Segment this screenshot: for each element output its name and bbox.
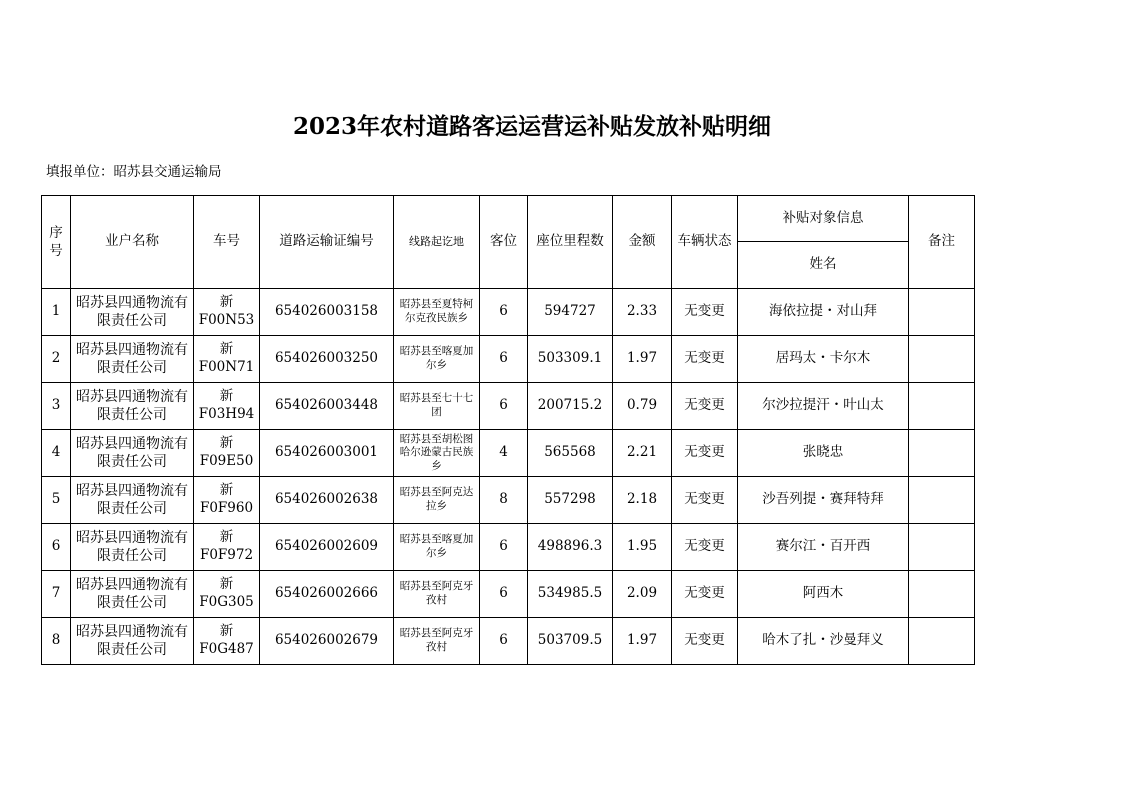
cell-amount: 1.97 <box>613 618 672 665</box>
cell-remark <box>909 289 975 336</box>
cell-plate: 新F09E50 <box>194 430 260 477</box>
header-remark: 备注 <box>909 196 975 289</box>
cell-remark <box>909 336 975 383</box>
cell-remark <box>909 477 975 524</box>
cell-name: 阿西木 <box>738 571 909 618</box>
reporting-unit: 填报单位：昭苏县交通运输局 <box>46 164 222 180</box>
cell-seats: 6 <box>480 383 528 430</box>
cell-route: 昭苏县至喀夏加尔乡 <box>394 524 480 571</box>
cell-no: 1 <box>42 289 71 336</box>
cell-name: 张晓忠 <box>738 430 909 477</box>
cell-permit: 654026002638 <box>260 477 394 524</box>
cell-no: 2 <box>42 336 71 383</box>
cell-owner: 昭苏县四通物流有限责任公司 <box>71 430 194 477</box>
header-amount: 金额 <box>613 196 672 289</box>
cell-name: 哈木了扎・沙曼拜义 <box>738 618 909 665</box>
cell-route: 昭苏县至阿克牙孜村 <box>394 571 480 618</box>
header-status: 车辆状态 <box>672 196 738 289</box>
cell-owner: 昭苏县四通物流有限责任公司 <box>71 618 194 665</box>
cell-plate: 新F03H94 <box>194 383 260 430</box>
table-header <box>42 196 975 289</box>
cell-plate: 新F0G305 <box>194 571 260 618</box>
cell-route: 昭苏县至七十七团 <box>394 383 480 430</box>
cell-owner: 昭苏县四通物流有限责任公司 <box>71 524 194 571</box>
cell-seat-km: 503309.1 <box>528 336 613 383</box>
table-row <box>42 571 975 618</box>
header-seat-km: 座位里程数 <box>528 196 613 289</box>
cell-name: 居玛太・卡尔木 <box>738 336 909 383</box>
cell-no: 7 <box>42 571 71 618</box>
cell-seat-km: 498896.3 <box>528 524 613 571</box>
cell-seats: 6 <box>480 336 528 383</box>
cell-route: 昭苏县至夏特柯尔克孜民族乡 <box>394 289 480 336</box>
cell-no: 3 <box>42 383 71 430</box>
cell-status: 无变更 <box>672 383 738 430</box>
cell-plate: 新F00N53 <box>194 289 260 336</box>
cell-plate: 新F0F972 <box>194 524 260 571</box>
cell-name: 海依拉提・对山拜 <box>738 289 909 336</box>
cell-owner: 昭苏县四通物流有限责任公司 <box>71 289 194 336</box>
cell-seat-km: 594727 <box>528 289 613 336</box>
cell-amount: 0.79 <box>613 383 672 430</box>
cell-permit: 654026003448 <box>260 383 394 430</box>
cell-amount: 2.09 <box>613 571 672 618</box>
header-name: 姓名 <box>738 242 909 289</box>
cell-permit: 654026003158 <box>260 289 394 336</box>
cell-plate: 新F0G487 <box>194 618 260 665</box>
table-row <box>42 336 975 383</box>
header-no: 序号 <box>42 196 71 289</box>
table-row <box>42 477 975 524</box>
cell-seat-km: 200715.2 <box>528 383 613 430</box>
cell-owner: 昭苏县四通物流有限责任公司 <box>71 477 194 524</box>
cell-no: 5 <box>42 477 71 524</box>
cell-status: 无变更 <box>672 524 738 571</box>
cell-seats: 6 <box>480 524 528 571</box>
cell-plate: 新F00N71 <box>194 336 260 383</box>
cell-seats: 6 <box>480 618 528 665</box>
table-row <box>42 618 975 665</box>
cell-permit: 654026002609 <box>260 524 394 571</box>
cell-amount: 2.21 <box>613 430 672 477</box>
table-row <box>42 430 975 477</box>
cell-permit: 654026002666 <box>260 571 394 618</box>
cell-no: 4 <box>42 430 71 477</box>
cell-permit: 654026002679 <box>260 618 394 665</box>
table-row <box>42 524 975 571</box>
cell-seat-km: 557298 <box>528 477 613 524</box>
cell-permit: 654026003250 <box>260 336 394 383</box>
cell-seat-km: 534985.5 <box>528 571 613 618</box>
cell-status: 无变更 <box>672 289 738 336</box>
cell-status: 无变更 <box>672 477 738 524</box>
cell-remark <box>909 571 975 618</box>
cell-route: 昭苏县至喀夏加尔乡 <box>394 336 480 383</box>
header-plate: 车号 <box>194 196 260 289</box>
header-seats: 客位 <box>480 196 528 289</box>
cell-route: 昭苏县至阿克牙孜村 <box>394 618 480 665</box>
cell-no: 8 <box>42 618 71 665</box>
cell-no: 6 <box>42 524 71 571</box>
document-title: 2023年农村道路客运运营运补贴发放补贴明细 <box>292 113 771 140</box>
cell-seats: 8 <box>480 477 528 524</box>
cell-remark <box>909 618 975 665</box>
header-subsidy-info: 补贴对象信息 <box>738 196 909 242</box>
cell-name: 赛尔江・百开西 <box>738 524 909 571</box>
cell-owner: 昭苏县四通物流有限责任公司 <box>71 336 194 383</box>
cell-owner: 昭苏县四通物流有限责任公司 <box>71 571 194 618</box>
cell-seats: 4 <box>480 430 528 477</box>
cell-permit: 654026003001 <box>260 430 394 477</box>
cell-seat-km: 503709.5 <box>528 618 613 665</box>
table-row <box>42 383 975 430</box>
cell-status: 无变更 <box>672 336 738 383</box>
table-row <box>42 289 975 336</box>
cell-seat-km: 565568 <box>528 430 613 477</box>
cell-name: 尔沙拉提汗・叶山太 <box>738 383 909 430</box>
header-route: 线路起讫地 <box>394 196 480 289</box>
cell-name: 沙吾列提・赛拜特拜 <box>738 477 909 524</box>
cell-amount: 2.33 <box>613 289 672 336</box>
cell-amount: 1.95 <box>613 524 672 571</box>
cell-status: 无变更 <box>672 618 738 665</box>
cell-amount: 1.97 <box>613 336 672 383</box>
cell-route: 昭苏县至胡松图哈尔逊蒙古民族乡 <box>394 430 480 477</box>
cell-amount: 2.18 <box>613 477 672 524</box>
header-owner: 业户名称 <box>71 196 194 289</box>
cell-owner: 昭苏县四通物流有限责任公司 <box>71 383 194 430</box>
table-body <box>42 289 975 665</box>
cell-remark <box>909 383 975 430</box>
subsidy-table <box>41 195 975 665</box>
cell-route: 昭苏县至阿克达拉乡 <box>394 477 480 524</box>
cell-status: 无变更 <box>672 430 738 477</box>
header-permit: 道路运输证编号 <box>260 196 394 289</box>
cell-seats: 6 <box>480 289 528 336</box>
cell-plate: 新F0F960 <box>194 477 260 524</box>
cell-status: 无变更 <box>672 571 738 618</box>
cell-remark <box>909 430 975 477</box>
cell-remark <box>909 524 975 571</box>
cell-seats: 6 <box>480 571 528 618</box>
